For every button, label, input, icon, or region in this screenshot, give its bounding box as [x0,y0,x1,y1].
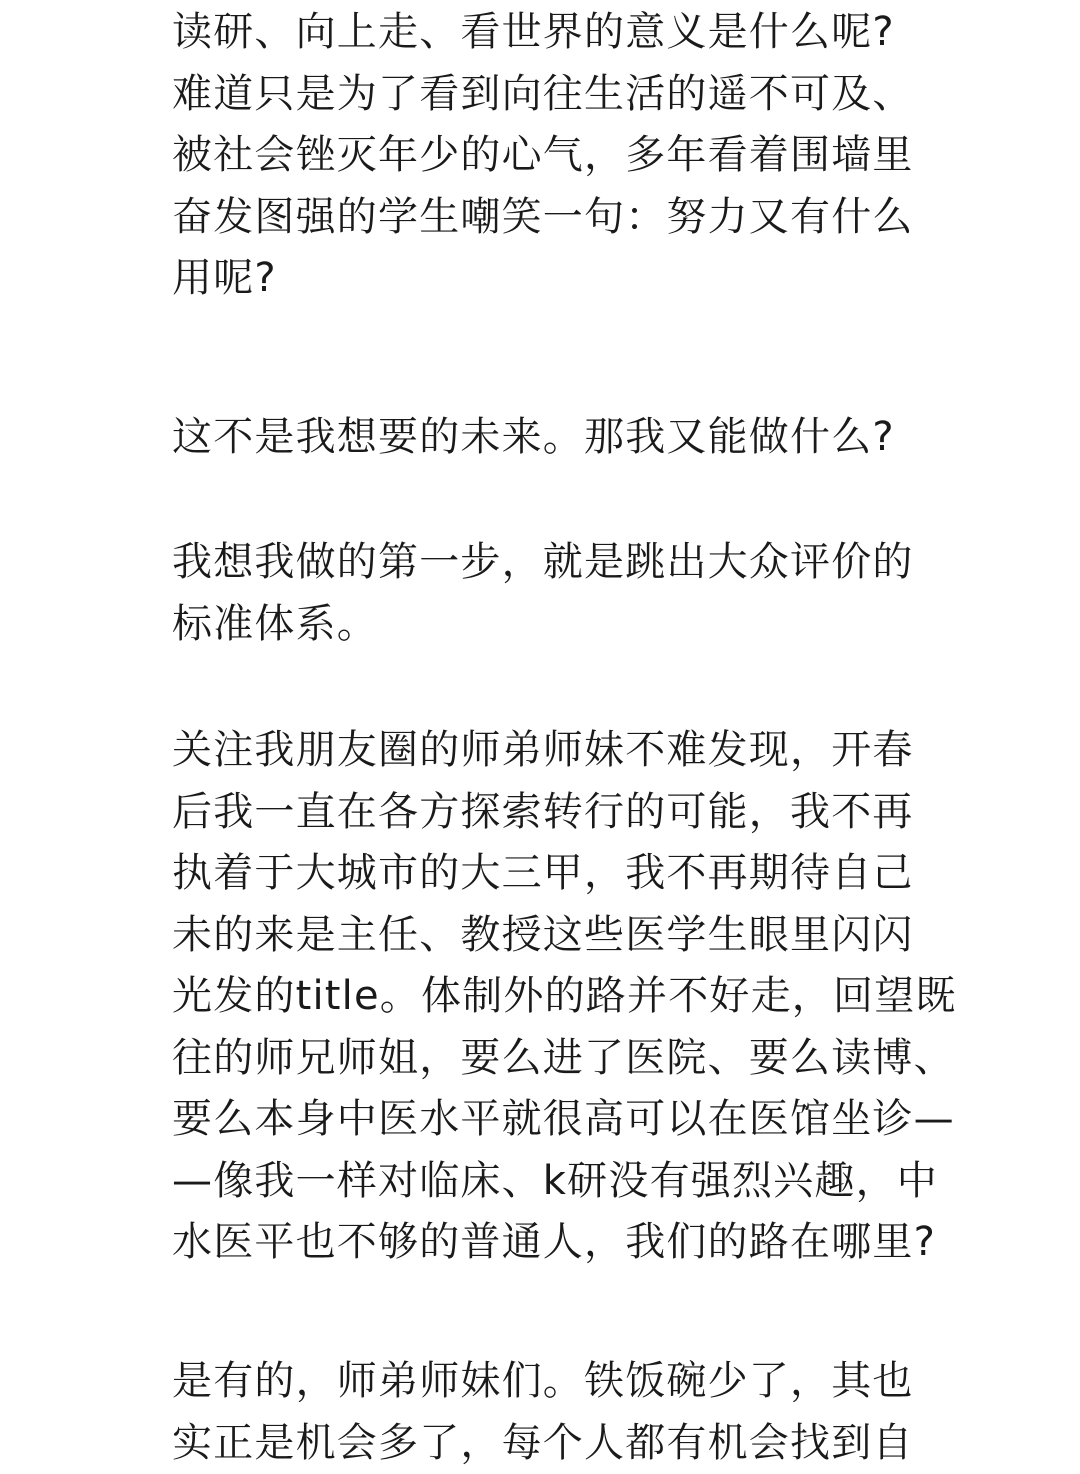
text-line: 后我一直在各方探索转行的可能，我不再 [172,782,957,844]
text-line: 光发的title。体制外的路并不好走，回望既 [172,966,957,1028]
paragraph-3 [172,532,914,655]
text-line: 难道只是为了看到向往生活的遥不可及、 [172,64,914,126]
text-line: 执着于大城市的大三甲，我不再期待自己 [172,843,957,905]
paragraph-4 [172,720,957,1274]
paragraph-5 [172,1351,914,1474]
text-line: 未的来是主任、教授这些医学生眼里闪闪 [172,905,957,967]
text-line: 用呢? [172,248,914,310]
text-line: 这不是我想要的未来。那我又能做什么? [172,407,895,469]
text-line: 读研、向上走、看世界的意义是什么呢? [172,2,914,64]
paragraph-2 [172,407,895,469]
text-line: —像我一样对临床、k研没有强烈兴趣，中 [172,1151,957,1213]
text-line: 要么本身中医水平就很高可以在医馆坐诊— [172,1089,957,1151]
text-line: 往的师兄师姐，要么进了医院、要么读博、 [172,1028,957,1090]
text-line: 水医平也不够的普通人，我们的路在哪里? [172,1212,957,1274]
text-line: 被社会锉灭年少的心气，多年看着围墙里 [172,125,914,187]
text-line: 我想我做的第一步，就是跳出大众评价的 [172,532,914,594]
text-line: 关注我朋友圈的师弟师妹不难发现，开春 [172,720,957,782]
text-line: 标准体系。 [172,594,914,656]
paragraph-1 [172,2,914,310]
text-line: 奋发图强的学生嘲笑一句：努力又有什么 [172,187,914,249]
text-line: 是有的，师弟师妹们。铁饭碗少了，其也 [172,1351,914,1413]
text-line: 实正是机会多了，每个人都有机会找到自 [172,1413,914,1474]
